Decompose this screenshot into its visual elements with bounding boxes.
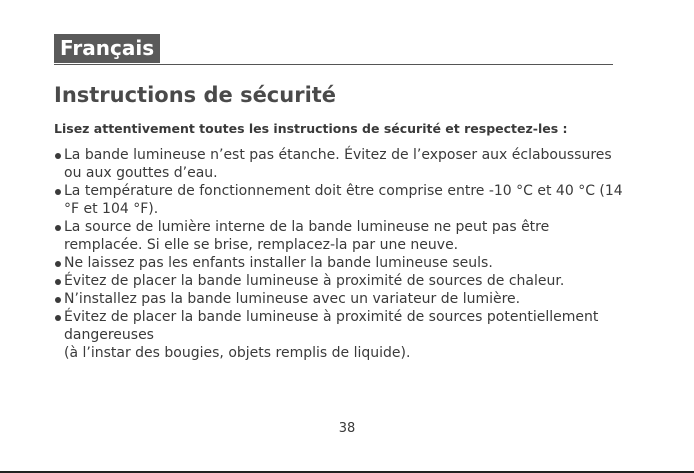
safety-item [54,272,654,290]
safety-item-line: La température de fonctionnement doit être comprise entre -10 °C et 40 °C (14 [64,183,623,199]
safety-list [54,146,654,362]
safety-item [54,308,654,362]
section-title: Instructions de sécurité [54,83,337,107]
safety-item-line: Évitez de placer la bande lumineuse à proximité de sources potentiellement [64,309,599,325]
safety-item [54,146,654,182]
safety-item-line: Ne laissez pas les enfants installer la bande lumineuse seuls. [64,255,493,271]
safety-item [54,182,654,218]
safety-item-line: °F et 104 °F). [64,201,159,217]
safety-item-line: N’installez pas la bande lumineuse avec un variateur de lumière. [64,291,521,307]
safety-item-line: La bande lumineuse n’est pas étanche. Évitez de l’exposer aux éclaboussures [64,147,612,163]
language-header [54,34,613,65]
intro-text: Lisez attentivement toutes les instructions de sécurité et respectez-les : [54,121,568,136]
safety-item-line: La source de lumière interne de la bande lumineuse ne peut pas être [64,219,550,235]
safety-item-line: remplacée. Si elle se brise, remplacez-la par une neuve. [64,237,459,253]
safety-item-line: Évitez de placer la bande lumineuse à proximité de sources de chaleur. [64,273,565,289]
safety-item-line: dangereuses [64,327,154,343]
safety-item [54,254,654,272]
language-tag: Français [54,34,160,63]
safety-item-line: (à l’instar des bougies, objets remplis de liquide). [64,345,411,361]
page-number: 38 [338,421,356,436]
safety-item [54,290,654,308]
safety-item-line: ou aux gouttes d’eau. [64,165,218,181]
safety-item [54,218,654,254]
